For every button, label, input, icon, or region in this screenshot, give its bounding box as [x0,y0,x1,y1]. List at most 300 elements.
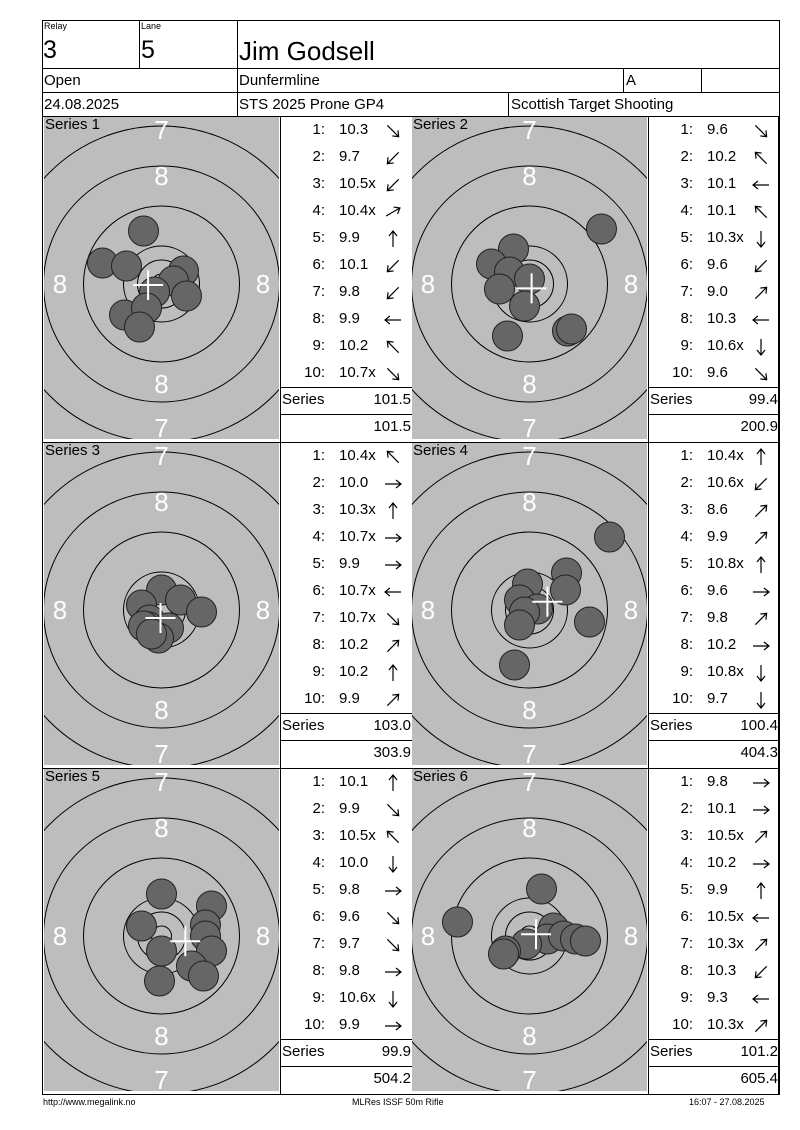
shot-row [671,252,779,279]
lane-label: Lane [141,21,162,31]
arrow-shape [385,123,402,140]
series-total-label: Series [282,391,325,408]
arrow-path [753,285,770,302]
direction-arrow-icon [383,175,403,195]
shot-number: 4: [680,202,693,219]
arrow-path [389,231,397,247]
shot-score: 10.8x [707,555,744,572]
arrow-path [753,829,770,846]
shot-row [671,524,779,551]
shot-score: 10.7x [339,364,376,381]
grid-border [42,442,780,443]
summary-divider [281,414,412,415]
summary-divider [649,713,780,714]
shot-score: 10.3x [707,229,744,246]
shot-score: 10.1 [707,800,737,817]
header-divider [508,92,509,117]
arrow-shape [389,503,397,519]
shot-row [671,443,779,470]
shot-row [671,769,779,796]
ring-label: 8 [522,161,537,191]
event-value: STS 2025 Prone GP4 [239,96,385,113]
direction-arrow-icon [751,501,771,521]
target-face [412,117,647,439]
shot-score: 10.2 [339,636,369,653]
ring-label: 8 [522,695,537,725]
shot-number: 4: [680,854,693,871]
arrow-shape [385,480,401,488]
shot-hole [145,966,175,996]
series-title: Series 1 [45,117,101,133]
arrow-shape [753,995,769,1003]
shot-number: 8: [312,310,325,327]
shot-row [303,171,411,198]
shot-row [303,1012,411,1039]
summary-divider [281,1039,412,1040]
shot-number: 2: [680,148,693,165]
direction-arrow-icon [383,1016,403,1036]
shot-number: 1: [680,773,693,790]
shot-row [303,958,411,985]
arrow-shape [753,503,770,520]
direction-arrow-icon [751,881,771,901]
direction-arrow-icon [751,773,771,793]
shot-score: 10.8x [707,663,744,680]
series-total-label: Series [282,717,325,734]
shot-row [303,470,411,497]
arrow-path [385,692,402,709]
direction-arrow-icon [751,202,771,222]
arrow-path [753,1018,770,1035]
arrow-path [385,316,401,324]
shot-number: 6: [312,256,325,273]
shot-number: 2: [680,474,693,491]
direction-arrow-icon [383,447,403,467]
shot-number: 5: [312,229,325,246]
shot-score: 10.3 [707,310,737,327]
shot-row [303,904,411,931]
shot-score: 10.1 [339,773,369,790]
arrow-path [757,449,765,465]
series-title: Series 4 [413,443,469,459]
shot-hole [493,321,523,351]
shot-table [280,117,411,443]
direction-arrow-icon [751,582,771,602]
direction-arrow-icon [751,962,771,982]
direction-arrow-icon [383,337,403,357]
summary-divider [281,387,412,388]
header-divider [42,92,780,93]
arrow-shape [389,991,397,1007]
shot-number: 2: [312,800,325,817]
shot-number: 9: [312,989,325,1006]
direction-arrow-icon [751,256,771,276]
shot-number: 1: [312,447,325,464]
shot-number: 1: [312,121,325,138]
ring-label: 8 [420,269,436,299]
shot-number: 4: [312,528,325,545]
direction-arrow-icon [383,121,403,141]
shot-hole [125,312,155,342]
shot-row [671,144,779,171]
ring-label: 8 [255,269,271,299]
target-face [412,443,647,765]
shot-score: 9.6 [707,364,728,381]
arrow-path [385,366,402,383]
shot-score: 10.1 [339,256,369,273]
arrow-shape [385,177,402,194]
shooter-name: Jim Godsell [239,36,375,66]
arrow-shape [389,856,397,872]
shot-number: 10: [672,690,693,707]
arrow-shape [385,968,401,976]
ring-label: 8 [52,269,68,299]
arrow-path [753,204,770,221]
shot-row [303,551,411,578]
arrow-path [385,449,402,466]
direction-arrow-icon [751,364,771,384]
shot-score: 9.7 [339,148,360,165]
shot-row [671,904,779,931]
shot-number: 7: [680,935,693,952]
shot-number: 3: [312,827,325,844]
shot-row [671,551,779,578]
arrow-shape [757,449,765,465]
arrow-shape [385,1022,401,1030]
arrow-path [753,123,770,140]
shot-number: 10: [304,1016,325,1033]
arrow-shape [753,123,770,140]
direction-arrow-icon [383,148,403,168]
ring-label: 7 [154,117,169,145]
shot-number: 4: [312,202,325,219]
shot-hole [557,314,587,344]
shot-row [303,252,411,279]
ring-label: 7 [154,443,169,471]
arrow-path [753,316,769,324]
summary-divider [649,1039,780,1040]
arrow-path [753,806,769,814]
arrow-shape [389,775,397,791]
footer-software: MLRes ISSF 50m Rifle [352,1097,444,1107]
direction-arrow-icon [383,827,403,847]
arrow-shape [385,829,402,846]
shot-hole [129,216,159,246]
shot-score: 10.3 [339,121,369,138]
target-face [44,443,279,765]
shot-number: 9: [312,663,325,680]
shot-row [671,360,779,387]
ring-label: 7 [522,117,537,145]
arrow-shape [753,204,770,221]
shot-score: 9.9 [339,310,360,327]
cumulative-total: 404.3 [740,744,778,761]
direction-arrow-icon [383,582,403,602]
arrow-path [385,588,401,596]
arrow-path [385,968,401,976]
shot-row [671,877,779,904]
shot-score: 10.2 [339,337,369,354]
ring-label: 7 [154,1065,169,1091]
shot-hole [172,281,202,311]
series-total-label: Series [650,1043,693,1060]
arrow-path [753,995,769,1003]
shot-score: 9.6 [707,121,728,138]
arrow-path [389,775,397,791]
series-total: 101.2 [740,1043,778,1060]
shot-hole [500,650,530,680]
series-total-label: Series [650,717,693,734]
shot-row [303,279,411,306]
shot-row [671,198,779,225]
arrow-shape [385,534,401,542]
direction-arrow-icon [383,202,403,222]
shot-score: 10.5x [339,175,376,192]
ring-label: 7 [522,769,537,797]
shot-number: 6: [312,582,325,599]
direction-arrow-icon [383,283,403,303]
direction-arrow-icon [751,229,771,249]
ring-label: 8 [255,595,271,625]
shot-number: 6: [680,908,693,925]
group-value: A [626,72,637,89]
shot-row [303,823,411,850]
ring-label: 8 [154,487,169,517]
arrow-shape [385,638,402,655]
arrow-path [753,860,769,868]
direction-arrow-icon [751,337,771,357]
direction-arrow-icon [751,121,771,141]
shot-score: 10.1 [707,202,737,219]
shot-hole [147,879,177,909]
shot-table [648,443,779,769]
shot-hole [595,522,625,552]
arrow-path [757,665,765,681]
shot-number: 7: [680,283,693,300]
shot-score: 10.7x [339,528,376,545]
arrow-path [385,937,402,954]
grid-border [42,117,43,1095]
shot-number: 5: [312,881,325,898]
arrow-path [389,856,397,872]
shot-score: 9.7 [707,690,728,707]
shot-number: 9: [680,663,693,680]
shot-score: 9.6 [707,582,728,599]
shot-number: 8: [312,962,325,979]
shot-hole [127,911,157,941]
shot-number: 10: [304,364,325,381]
shot-hole [505,610,535,640]
relay-label: Relay [44,21,68,31]
target-3 [44,443,279,765]
shot-score: 9.9 [339,555,360,572]
shot-number: 3: [680,175,693,192]
shot-number: 3: [680,827,693,844]
shot-score: 10.5x [707,908,744,925]
summary-divider [281,713,412,714]
arrow-shape [753,1018,770,1035]
arrow-path [385,887,401,895]
arrow-path [757,883,765,899]
direction-arrow-icon [383,256,403,276]
arrow-shape [753,181,769,189]
shot-row [671,225,779,252]
shot-score: 10.3 [707,962,737,979]
target-4 [412,443,647,765]
target-1 [44,117,279,439]
arrow-path [757,692,765,708]
shot-number: 10: [672,364,693,381]
cumulative-total: 200.9 [740,418,778,435]
arrow-shape [753,914,769,922]
arrow-shape [753,285,770,302]
shot-score: 10.5x [339,827,376,844]
arrow-shape [384,205,402,220]
ring-label: 8 [623,269,639,299]
shot-score: 10.3x [707,1016,744,1033]
shot-number: 9: [312,337,325,354]
shot-score: 10.0 [339,854,369,871]
direction-arrow-icon [383,229,403,249]
arrow-shape [753,806,769,814]
ring-label: 8 [154,813,169,843]
direction-arrow-icon [383,908,403,928]
arrow-shape [385,316,401,324]
shot-score: 9.8 [339,283,360,300]
series-total: 103.0 [373,717,411,734]
shot-row [303,769,411,796]
arrow-shape [385,561,401,569]
direction-arrow-icon [751,175,771,195]
arrow-shape [753,476,770,493]
arrow-shape [385,285,402,302]
shot-score: 9.9 [707,528,728,545]
arrow-path [753,503,770,520]
target-face [44,769,279,1091]
shot-score: 9.8 [707,773,728,790]
arrow-shape [385,258,402,275]
shot-score: 10.0 [339,474,369,491]
shot-number: 7: [312,283,325,300]
shot-score: 9.7 [339,935,360,952]
shot-hole [112,251,142,281]
direction-arrow-icon [383,935,403,955]
shot-score: 9.9 [339,229,360,246]
ring-label: 8 [522,1021,537,1051]
shot-row [303,605,411,632]
direction-arrow-icon [383,474,403,494]
arrow-path [753,258,770,275]
direction-arrow-icon [383,555,403,575]
shot-number: 1: [680,447,693,464]
arrow-path [757,339,765,355]
arrow-path [389,991,397,1007]
shot-score: 9.0 [707,283,728,300]
ring-label: 8 [522,369,537,399]
shot-number: 9: [680,989,693,1006]
shot-row [671,117,779,144]
ring-label: 7 [522,1065,537,1091]
arrow-shape [753,829,770,846]
shot-score: 9.9 [339,800,360,817]
shot-number: 7: [312,609,325,626]
shot-score: 10.4x [707,447,744,464]
direction-arrow-icon [751,908,771,928]
direction-arrow-icon [751,283,771,303]
shot-score: 10.2 [707,854,737,871]
arrow-shape [385,449,402,466]
arrow-shape [385,887,401,895]
shot-row [671,333,779,360]
direction-arrow-icon [751,636,771,656]
arrow-path [385,611,402,628]
ring-label: 8 [522,813,537,843]
shot-hole [510,291,540,321]
shot-row [303,796,411,823]
shot-table [280,769,411,1095]
arrow-shape [389,231,397,247]
direction-arrow-icon [751,663,771,683]
arrow-shape [753,779,769,787]
ring-label: 8 [255,921,271,951]
shot-row [303,686,411,713]
ring-label: 7 [522,739,537,765]
ring-label: 8 [154,161,169,191]
arrow-shape [385,588,401,596]
arrow-shape [753,316,769,324]
shot-score: 10.4x [339,447,376,464]
shot-score: 10.6x [707,474,744,491]
direction-arrow-icon [751,310,771,330]
shot-number: 9: [680,337,693,354]
arrow-shape [753,937,770,954]
series-title: Series 6 [413,769,469,785]
shot-number: 1: [312,773,325,790]
arrow-path [385,177,402,194]
arrow-path [753,366,770,383]
shot-row [671,578,779,605]
direction-arrow-icon [383,881,403,901]
direction-arrow-icon [751,1016,771,1036]
shot-row [671,931,779,958]
shot-table [280,443,411,769]
direction-arrow-icon [383,773,403,793]
ring-label: 7 [154,769,169,797]
ring-label: 8 [154,1021,169,1051]
arrow-shape [753,964,770,981]
shot-row [671,171,779,198]
shot-row [671,850,779,877]
shot-row [303,931,411,958]
shot-score: 9.8 [707,609,728,626]
shot-number: 2: [312,474,325,491]
shot-number: 6: [680,582,693,599]
shot-row [303,524,411,551]
summary-divider [649,414,780,415]
direction-arrow-icon [751,555,771,575]
shot-hole [575,607,605,637]
ring-label: 7 [522,443,537,471]
ring-label: 8 [420,921,436,951]
header-divider [623,68,624,93]
arrow-path [385,910,402,927]
direction-arrow-icon [383,690,403,710]
arrow-shape [753,530,770,547]
arrow-path [385,1022,401,1030]
shot-row [671,985,779,1012]
shot-row [303,225,411,252]
shot-score: 10.6x [707,337,744,354]
